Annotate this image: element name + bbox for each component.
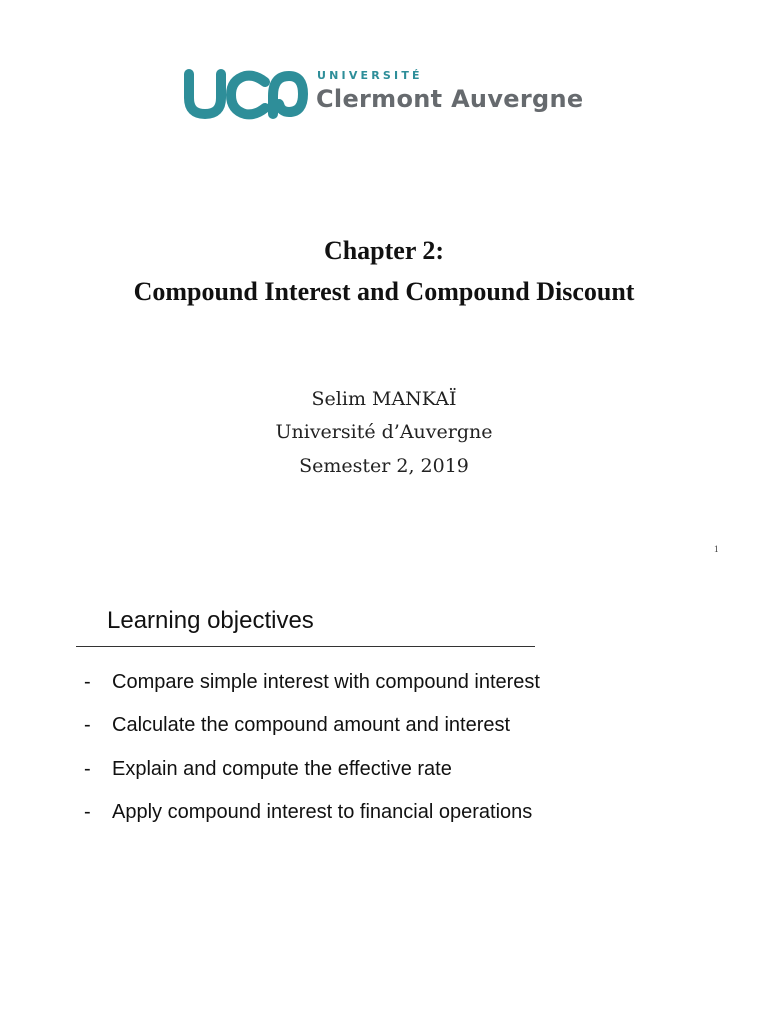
- logo-name-text: Clermont Auvergne: [316, 85, 584, 113]
- author-name: Selim MANKAÏ: [311, 388, 457, 410]
- heading-underline: [76, 646, 535, 647]
- chapter-subtitle: Compound Interest and Compound Discount: [133, 277, 635, 306]
- bullet-dash: -: [84, 671, 91, 693]
- learning-objectives-heading: Learning objectives: [107, 607, 314, 634]
- page-number: 1: [714, 544, 719, 554]
- university-logo: [183, 66, 593, 126]
- bullet-dash: -: [84, 714, 91, 736]
- author-semester: Semester 2, 2019: [299, 455, 469, 477]
- objective-text: Calculate the compound amount and interest: [112, 714, 511, 736]
- bullet-dash: -: [84, 758, 91, 780]
- objective-text: Compare simple interest with compound interest: [112, 671, 540, 693]
- uca-logo-icon: [183, 68, 308, 122]
- bullet-dash: -: [84, 801, 91, 823]
- objective-text: Explain and compute the effective rate: [112, 758, 452, 780]
- logo-university-text: UNIVERSITÉ: [317, 69, 423, 82]
- chapter-title: Chapter 2:: [323, 236, 445, 265]
- objective-text: Apply compound interest to financial operations: [112, 801, 533, 823]
- author-institution: Université d’Auvergne: [275, 421, 493, 443]
